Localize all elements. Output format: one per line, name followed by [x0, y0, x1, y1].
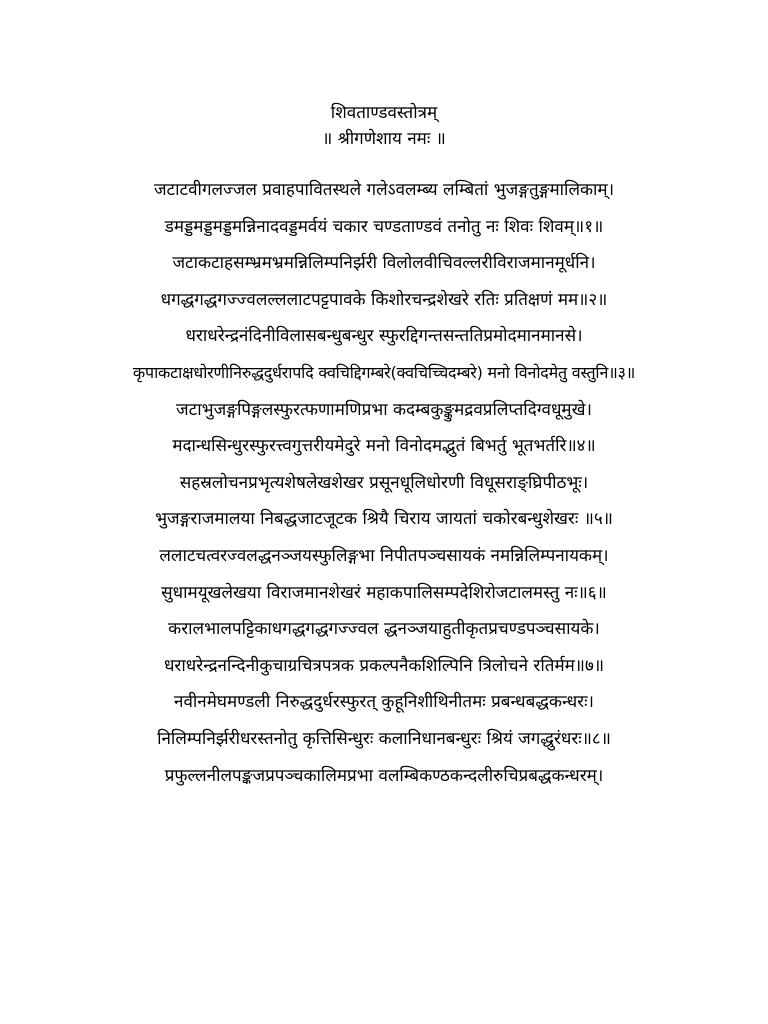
- verse-line: कृपाकटाक्षधोरणीनिरुद्धदुर्धरापदि क्वचिद्दिगम्बरे(क्वचिच्चिदम्बरे) मनो विनोदमेतु वस्तुनि॥३॥: [132, 362, 636, 382]
- verse-line: जटाटवीगलज्जल प्रवाहपावितस्थले गलेऽवलम्ब्य लम्बितां भुजङ्गतुङ्गमालिकाम्।: [153, 180, 615, 200]
- verse-line: ललाटचत्वरज्वलद्धनञ्जयस्फुलिङ्गभा निपीतपञ्चसायकं नमन्निलिम्पनायकम्।: [159, 545, 609, 566]
- verse-line: करालभालपट्टिकाधगद्धगद्धगज्ज्वल द्धनञ्जयाहुतीकृतप्रचण्डपञ्चसायके।: [168, 619, 600, 640]
- verse-line: धराधरेन्द्रनंदिनीविलासबन्धुबन्धुर स्फुरद्दिगन्तसन्ततिप्रमोदमानमानसे।: [185, 326, 583, 347]
- page-title: शिवताण्डवस्तोत्रम्: [330, 103, 438, 123]
- verse-line: धगद्धगद्धगज्ज्वलल्ललाटपट्टपावके किशोरचन्द्रशेखरे रतिः प्रतिक्षणं मम॥२॥: [160, 289, 608, 310]
- verse-line: जटाभुजङ्गपिङ्गलस्फुरत्फणामणिप्रभा कदम्बकुङ्कुमद्रवप्रलिप्तदिग्वधूमुखे।: [176, 399, 592, 420]
- verse-line: प्रफुल्लनीलपङ्कजप्रपञ्चकालिमप्रभा वलम्बिकण्ठकन्दलीरुचिप्रबद्धकन्धरम्।: [164, 765, 604, 786]
- verse-block: [0, 172, 768, 794]
- verse-line: नवीनमेघमण्डली निरुद्धदुर्धरस्फुरत् कुहूनिशीथिनीतमः प्रबन्धबद्धकन्धरः।: [174, 692, 594, 713]
- verse-line: धराधरेन्द्रनन्दिनीकुचाग्रचित्रपत्रक प्रकल्पनैकशिल्पिनि त्रिलोचने रतिर्मम॥७॥: [163, 655, 605, 676]
- verse-line: भुजङ्गराजमालया निबद्धजाटजूटक श्रियै चिराय जायतां चकोरबन्धुशेखरः ॥५॥: [155, 509, 613, 530]
- verse-line: सुधामयूखलेखया विराजमानशेखरं महाकपालिसम्पदेशिरोजटालमस्तु नः॥६॥: [161, 582, 607, 603]
- verse-line: सहस्रलोचनप्रभृत्यशेषलेखशेखर प्रसूनधूलिधोरणी विधूसराङ्घ्रिपीठभूः।: [179, 472, 589, 493]
- page-header: [0, 100, 768, 152]
- verse-line: जटाकटाहसम्भ्रमभ्रमन्निलिम्पनिर्झरी विलोलवीचिवल्लरीविराजमानमूर्धनि।: [172, 253, 596, 274]
- invocation-line: ॥ श्रीगणेशाय नमः ॥: [322, 129, 446, 149]
- verse-line: मदान्धसिन्धुरस्फुरत्त्वगुत्तरीयमेदुरे मनो विनोदमद्भुतं बिभर्तु भूतभर्तरि॥४॥: [172, 436, 596, 457]
- verse-line: डमड्डमड्डमड्डमन्निनादवड्डमर्वयं चकार चण्डताण्डवं तनोतु नः शिवः शिवम्॥१॥: [164, 216, 604, 237]
- verse-line: निलिम्पनिर्झरीधरस्तनोतु कृत्तिसिन्धुरः कलानिधानबन्धुरः श्रियं जगद्धुरंधरः॥८॥: [157, 728, 611, 749]
